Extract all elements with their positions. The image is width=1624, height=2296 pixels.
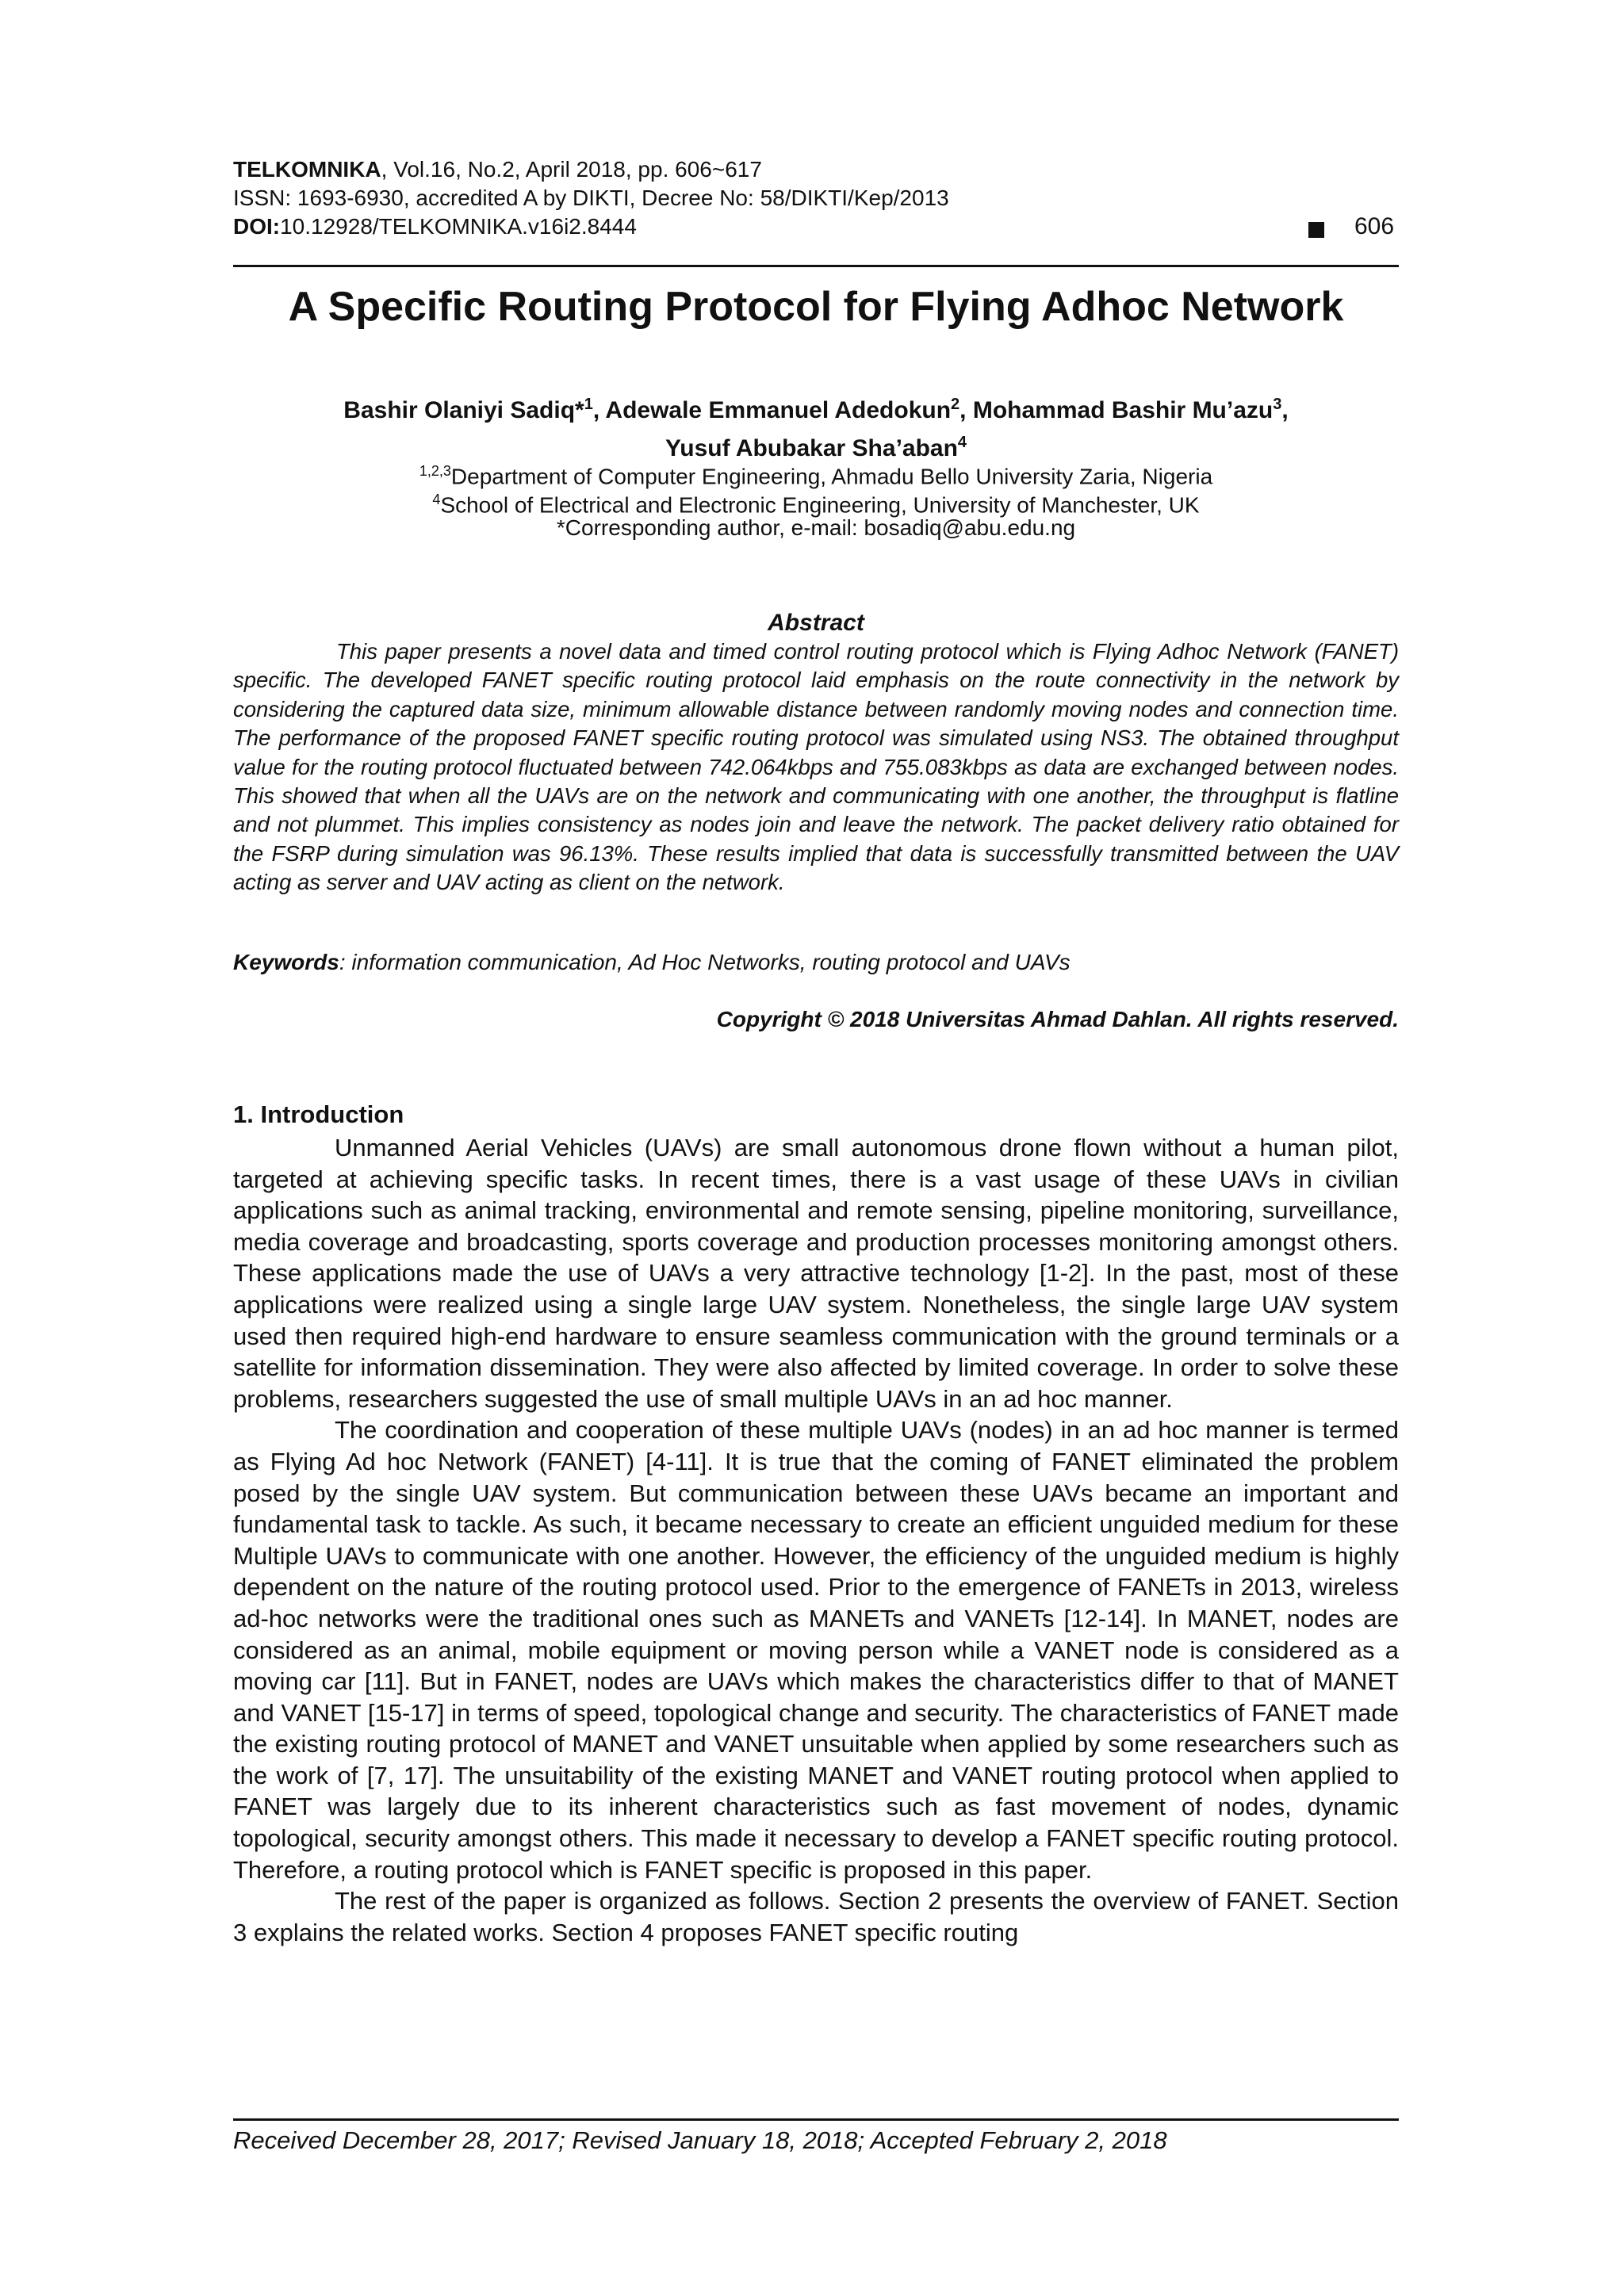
- copyright-line: Copyright © 2018 Universitas Ahmad Dahlan. All rights reserved.: [716, 1007, 1399, 1031]
- author-2: , Adewale Emmanuel Adedokun: [592, 397, 952, 423]
- affiliation-2-text: School of Electrical and Electronic Engineering, University of Manchester, UK: [440, 492, 1200, 518]
- paper-title: A Specific Routing Protocol for Flying Adhoc Network: [288, 284, 1344, 330]
- section-body: [233, 1132, 1399, 1948]
- doi-label: DOI:: [233, 214, 281, 239]
- corresponding-author: *Corresponding author, e-mail: bosadiq@abu.edu.ng: [556, 515, 1076, 540]
- affiliation-2-sup: 4: [432, 492, 441, 507]
- author-3-sup: 3: [1273, 396, 1282, 413]
- journal-line: [233, 155, 1399, 184]
- issn-line: ISSN: 1693-6930, accredited A by DIKTI, Decree No: 58/DIKTI/Kep/2013: [233, 186, 949, 210]
- abstract-heading: Abstract: [768, 610, 864, 636]
- keywords-label: Keywords: [233, 950, 339, 974]
- author-3-tail: ,: [1281, 397, 1289, 423]
- author-4: Yusuf Abubakar Sha’aban: [665, 435, 958, 461]
- keywords-text: : information communication, Ad Hoc Networks, routing protocol and UAVs: [339, 950, 1071, 974]
- author-3: , Mohammad Bashir Mu’azu: [959, 397, 1274, 423]
- header-divider: [233, 265, 1399, 267]
- paragraph-2: The coordination and cooperation of these multiple UAVs (nodes) in an ad hoc manner is termed as Flying Ad hoc Network (FANET) [4-11]. It is true that the coming of FANET eliminated the problem posed by the single UAV system. But communication between these UAVs became an important and fundamental task to tackle. As such, it became necessary to create an efficient unguided medium for these Multiple UAVs to communicate with one another. However, the efficiency of the unguided medium is highly dependent on the nature of the routing protocol used. Prior to the emergence of FANETs in 2013, wireless ad-hoc networks were the traditional ones such as MANETs and VANETs [12-14]. In MANET, nodes are considered as an animal, mobile equipment or moving person while a VANET node is considered as a moving car [11]. But in FANET, nodes are UAVs which makes the characteristics differ to that of MANET and VANET [15-17] in terms of speed, topological change and security. The characteristics of FANET made the existing routing protocol of MANET and VANET unsuitable when applied by some researchers such as the work of [7, 17]. The unsuitability of the existing MANET and VANET routing protocol when applied to FANET was largely due to its inherent characteristics such as fast movement of nodes, dynamic topological, security amongst others. This made it necessary to develop a FANET specific routing protocol. Therefore, a routing protocol which is FANET specific is proposed in this paper.: [233, 1416, 1399, 1884]
- journal-volume: , Vol.16, No.2, April 2018, pp. 606~617: [381, 157, 762, 182]
- author-1-sup: 1: [584, 396, 593, 413]
- author-list: [233, 388, 1399, 465]
- doi-line: [233, 212, 1399, 241]
- received-dates: Received December 28, 2017; Revised January 18, 2018; Accepted February 2, 2018: [233, 2126, 1167, 2154]
- author-4-sup: 4: [957, 434, 967, 451]
- author-2-sup: 2: [951, 396, 960, 413]
- author-1: Bashir Olaniyi Sadiq*: [343, 397, 584, 423]
- footer-divider: [233, 2118, 1399, 2121]
- paragraph-1: Unmanned Aerial Vehicles (UAVs) are small autonomous drone flown without a human pilot, targeted at achieving specific tasks. In recent times, there is a vast usage of these UAVs in civilian applications such as animal tracking, environmental and remote sensing, pipeline monitoring, surveillance, media coverage and broadcasting, sports coverage and production processes monitoring amongst others. These applications made the use of UAVs a very attractive technology [1-2]. In the past, most of these applications were realized using a single large UAV system. Nonetheless, the single large UAV system used then required high-end hardware to ensure seamless communication with the ground terminals or a satellite for information dissemination. They were also affected by limited coverage. In order to solve these problems, researchers suggested the use of small multiple UAVs in an ad hoc manner.: [233, 1134, 1399, 1413]
- affiliation-1-sup: 1,2,3: [419, 463, 451, 479]
- affiliation-1-text: Department of Computer Engineering, Ahmadu Bello University Zaria, Nigeria: [450, 464, 1213, 489]
- journal-name: TELKOMNIKA: [233, 157, 381, 182]
- abstract-text: This paper presents a novel data and timed control routing protocol which is Flying Adhoc Network (FANET) specific. The developed FANET specific routing protocol laid emphasis on the route connectivity in the network by considering the captured data size, minimum allowable distance between randomly moving nodes and connection time. The performance of the proposed FANET specific routing protocol was simulated using NS3. The obtained throughput value for the routing protocol fluctuated between 742.064kbps and 755.083kbps as data are exchanged between nodes. This showed that when all the UAVs are on the network and communicating with one another, the throughput is flatline and not plummet. This implies consistency as nodes join and leave the network. The packet delivery ratio obtained for the FSRP during simulation was 96.13%. These results implied that data is successfully transmitted between the UAV acting as server and UAV acting as client on the network.: [233, 639, 1399, 895]
- page-number: 606: [1354, 213, 1395, 239]
- doi-value: 10.12928/TELKOMNIKA.v16i2.8444: [280, 214, 637, 239]
- paragraph-3: The rest of the paper is organized as follows. Section 2 presents the overview of FANET. Section 3 explains the related works. Section 4 proposes FANET specific routing: [233, 1887, 1399, 1946]
- section-heading: 1. Introduction: [233, 1100, 404, 1128]
- square-bullet-icon: [1308, 222, 1324, 238]
- keywords-line: [233, 948, 1399, 977]
